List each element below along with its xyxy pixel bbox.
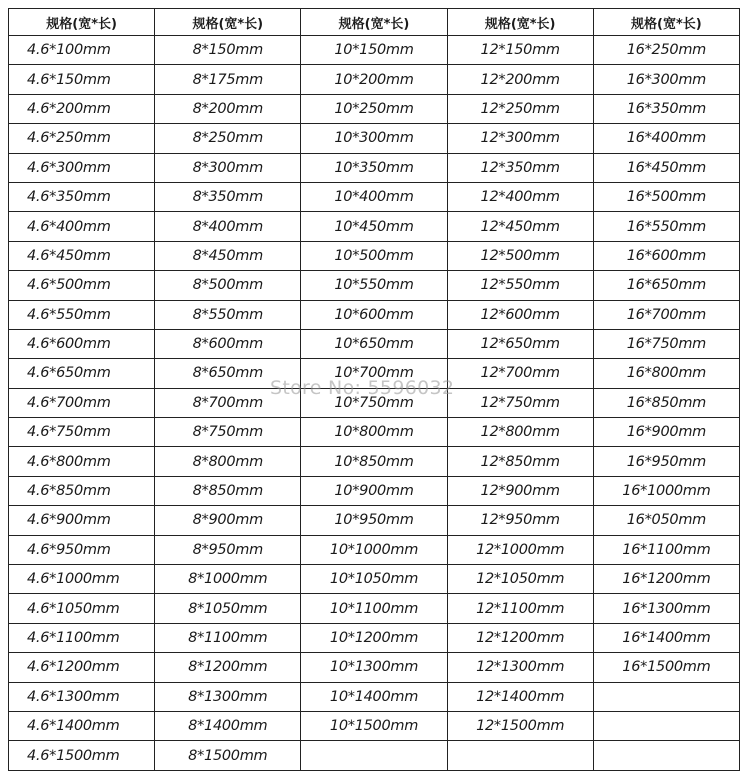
- table-cell: 16*1300mm: [593, 594, 739, 623]
- table-cell: 16*500mm: [593, 182, 739, 211]
- table-cell: 4.6*1500mm: [9, 741, 155, 770]
- table-cell: 10*1500mm: [301, 711, 447, 740]
- table-row: [9, 153, 740, 182]
- table-cell: 16*1400mm: [593, 623, 739, 652]
- table-cell: 8*800mm: [155, 447, 301, 476]
- table-cell: 12*500mm: [447, 241, 593, 270]
- table-cell: 4.6*700mm: [9, 388, 155, 417]
- table-cell: 8*1050mm: [155, 594, 301, 623]
- table-cell: 16*800mm: [593, 359, 739, 388]
- table-cell: 12*850mm: [447, 447, 593, 476]
- table-row: [9, 447, 740, 476]
- table-cell: 10*1050mm: [301, 565, 447, 594]
- table-body: [9, 36, 740, 771]
- spec-table: [8, 8, 740, 771]
- table-cell: 12*750mm: [447, 388, 593, 417]
- table-cell: 10*1200mm: [301, 623, 447, 652]
- column-header: 规格(宽*长): [447, 9, 593, 36]
- table-row: [9, 476, 740, 505]
- table-row: [9, 682, 740, 711]
- table-cell: 12*1000mm: [447, 535, 593, 564]
- table-cell: 12*900mm: [447, 476, 593, 505]
- table-cell: 12*550mm: [447, 271, 593, 300]
- table-cell: 8*200mm: [155, 94, 301, 123]
- table-cell: 10*1400mm: [301, 682, 447, 711]
- table-cell: 4.6*350mm: [9, 182, 155, 211]
- table-cell: 8*500mm: [155, 271, 301, 300]
- table-cell: 8*350mm: [155, 182, 301, 211]
- table-row: [9, 623, 740, 652]
- table-cell: 10*500mm: [301, 241, 447, 270]
- table-row: [9, 271, 740, 300]
- table-cell: 4.6*1300mm: [9, 682, 155, 711]
- table-cell: 12*600mm: [447, 300, 593, 329]
- table-cell: 12*800mm: [447, 418, 593, 447]
- table-cell: 4.6*1200mm: [9, 653, 155, 682]
- table-cell: 16*450mm: [593, 153, 739, 182]
- table-cell: [301, 741, 447, 770]
- table-cell: 4.6*650mm: [9, 359, 155, 388]
- table-cell: 16*850mm: [593, 388, 739, 417]
- table-row: [9, 182, 740, 211]
- table-cell: 10*650mm: [301, 329, 447, 358]
- table-cell: 16*950mm: [593, 447, 739, 476]
- table-cell: 12*150mm: [447, 36, 593, 65]
- table-cell: 12*700mm: [447, 359, 593, 388]
- table-cell: 8*150mm: [155, 36, 301, 65]
- table-row: [9, 124, 740, 153]
- table-cell: 4.6*600mm: [9, 329, 155, 358]
- table-cell: 16*550mm: [593, 212, 739, 241]
- table-cell: [593, 711, 739, 740]
- table-cell: 16*050mm: [593, 506, 739, 535]
- table-cell: 12*200mm: [447, 65, 593, 94]
- table-cell: 12*1300mm: [447, 653, 593, 682]
- table-cell: 8*1100mm: [155, 623, 301, 652]
- table-cell: 16*1000mm: [593, 476, 739, 505]
- column-header: 规格(宽*长): [9, 9, 155, 36]
- table-cell: 8*850mm: [155, 476, 301, 505]
- table-cell: 4.6*250mm: [9, 124, 155, 153]
- table-cell: 4.6*500mm: [9, 271, 155, 300]
- table-cell: 16*1200mm: [593, 565, 739, 594]
- table-cell: 4.6*1100mm: [9, 623, 155, 652]
- table-cell: [447, 741, 593, 770]
- table-cell: 8*1400mm: [155, 711, 301, 740]
- table-cell: 8*400mm: [155, 212, 301, 241]
- table-cell: 10*550mm: [301, 271, 447, 300]
- table-cell: 16*1100mm: [593, 535, 739, 564]
- table-cell: 12*1050mm: [447, 565, 593, 594]
- table-row: [9, 506, 740, 535]
- table-cell: 8*550mm: [155, 300, 301, 329]
- table-row: [9, 359, 740, 388]
- column-header: 规格(宽*长): [155, 9, 301, 36]
- table-row: [9, 594, 740, 623]
- column-header: 规格(宽*长): [301, 9, 447, 36]
- store-watermark: Store No: 5596032: [270, 377, 455, 399]
- table-cell: 8*650mm: [155, 359, 301, 388]
- table-cell: 8*750mm: [155, 418, 301, 447]
- table-cell: 10*200mm: [301, 65, 447, 94]
- table-cell: 4.6*100mm: [9, 36, 155, 65]
- table-cell: 4.6*150mm: [9, 65, 155, 94]
- table-row: [9, 65, 740, 94]
- table-row: [9, 418, 740, 447]
- table-cell: 16*600mm: [593, 241, 739, 270]
- table-cell: 8*600mm: [155, 329, 301, 358]
- table-cell: 8*1000mm: [155, 565, 301, 594]
- table-cell: 10*600mm: [301, 300, 447, 329]
- table-cell: 12*250mm: [447, 94, 593, 123]
- table-cell: 8*900mm: [155, 506, 301, 535]
- table-cell: 10*950mm: [301, 506, 447, 535]
- table-cell: 4.6*1050mm: [9, 594, 155, 623]
- table-cell: 12*650mm: [447, 329, 593, 358]
- table-cell: 4.6*450mm: [9, 241, 155, 270]
- table-cell: 8*300mm: [155, 153, 301, 182]
- table-cell: 12*300mm: [447, 124, 593, 153]
- table-cell: 10*400mm: [301, 182, 447, 211]
- table-cell: 12*1200mm: [447, 623, 593, 652]
- table-cell: 16*400mm: [593, 124, 739, 153]
- table-row: [9, 94, 740, 123]
- table-cell: 16*700mm: [593, 300, 739, 329]
- table-row: [9, 329, 740, 358]
- table-cell: 10*350mm: [301, 153, 447, 182]
- table-cell: 4.6*850mm: [9, 476, 155, 505]
- table-cell: 8*1300mm: [155, 682, 301, 711]
- table-cell: 12*1500mm: [447, 711, 593, 740]
- table-cell: 10*250mm: [301, 94, 447, 123]
- table-cell: 4.6*950mm: [9, 535, 155, 564]
- table-cell: 10*150mm: [301, 36, 447, 65]
- table-row: [9, 741, 740, 770]
- table-cell: 10*700mm: [301, 359, 447, 388]
- table-cell: 8*175mm: [155, 65, 301, 94]
- table-cell: 4.6*400mm: [9, 212, 155, 241]
- table-cell: 4.6*900mm: [9, 506, 155, 535]
- table-cell: 4.6*300mm: [9, 153, 155, 182]
- table-cell: 10*800mm: [301, 418, 447, 447]
- table-row: [9, 300, 740, 329]
- header-row: [9, 9, 740, 36]
- table-cell: 4.6*1000mm: [9, 565, 155, 594]
- table-cell: 10*1000mm: [301, 535, 447, 564]
- table-cell: [593, 682, 739, 711]
- table-cell: 16*750mm: [593, 329, 739, 358]
- table-cell: 16*300mm: [593, 65, 739, 94]
- table-cell: 12*950mm: [447, 506, 593, 535]
- table-cell: 4.6*800mm: [9, 447, 155, 476]
- table-cell: 8*950mm: [155, 535, 301, 564]
- table-cell: 16*650mm: [593, 271, 739, 300]
- table-row: [9, 241, 740, 270]
- table-cell: 4.6*750mm: [9, 418, 155, 447]
- table-cell: 4.6*1400mm: [9, 711, 155, 740]
- table-row: [9, 653, 740, 682]
- table-cell: 10*1300mm: [301, 653, 447, 682]
- table-cell: [593, 741, 739, 770]
- table-cell: 10*850mm: [301, 447, 447, 476]
- table-cell: 8*700mm: [155, 388, 301, 417]
- table-cell: 12*350mm: [447, 153, 593, 182]
- table-row: [9, 388, 740, 417]
- table-cell: 10*1100mm: [301, 594, 447, 623]
- table-cell: 8*450mm: [155, 241, 301, 270]
- table-cell: 16*250mm: [593, 36, 739, 65]
- table-cell: 8*250mm: [155, 124, 301, 153]
- table-row: [9, 36, 740, 65]
- table-row: [9, 711, 740, 740]
- table-cell: 12*450mm: [447, 212, 593, 241]
- table-row: [9, 565, 740, 594]
- table-cell: 8*1500mm: [155, 741, 301, 770]
- table-cell: 10*450mm: [301, 212, 447, 241]
- table-cell: 4.6*550mm: [9, 300, 155, 329]
- table-cell: 16*900mm: [593, 418, 739, 447]
- table-cell: 12*400mm: [447, 182, 593, 211]
- table-row: [9, 535, 740, 564]
- column-header: 规格(宽*长): [593, 9, 739, 36]
- table-cell: 4.6*200mm: [9, 94, 155, 123]
- table-cell: 12*1100mm: [447, 594, 593, 623]
- table-cell: 10*300mm: [301, 124, 447, 153]
- table-cell: 16*350mm: [593, 94, 739, 123]
- table-row: [9, 212, 740, 241]
- table-cell: 16*1500mm: [593, 653, 739, 682]
- table-cell: 8*1200mm: [155, 653, 301, 682]
- table-cell: 10*750mm: [301, 388, 447, 417]
- table-cell: 10*900mm: [301, 476, 447, 505]
- table-cell: 12*1400mm: [447, 682, 593, 711]
